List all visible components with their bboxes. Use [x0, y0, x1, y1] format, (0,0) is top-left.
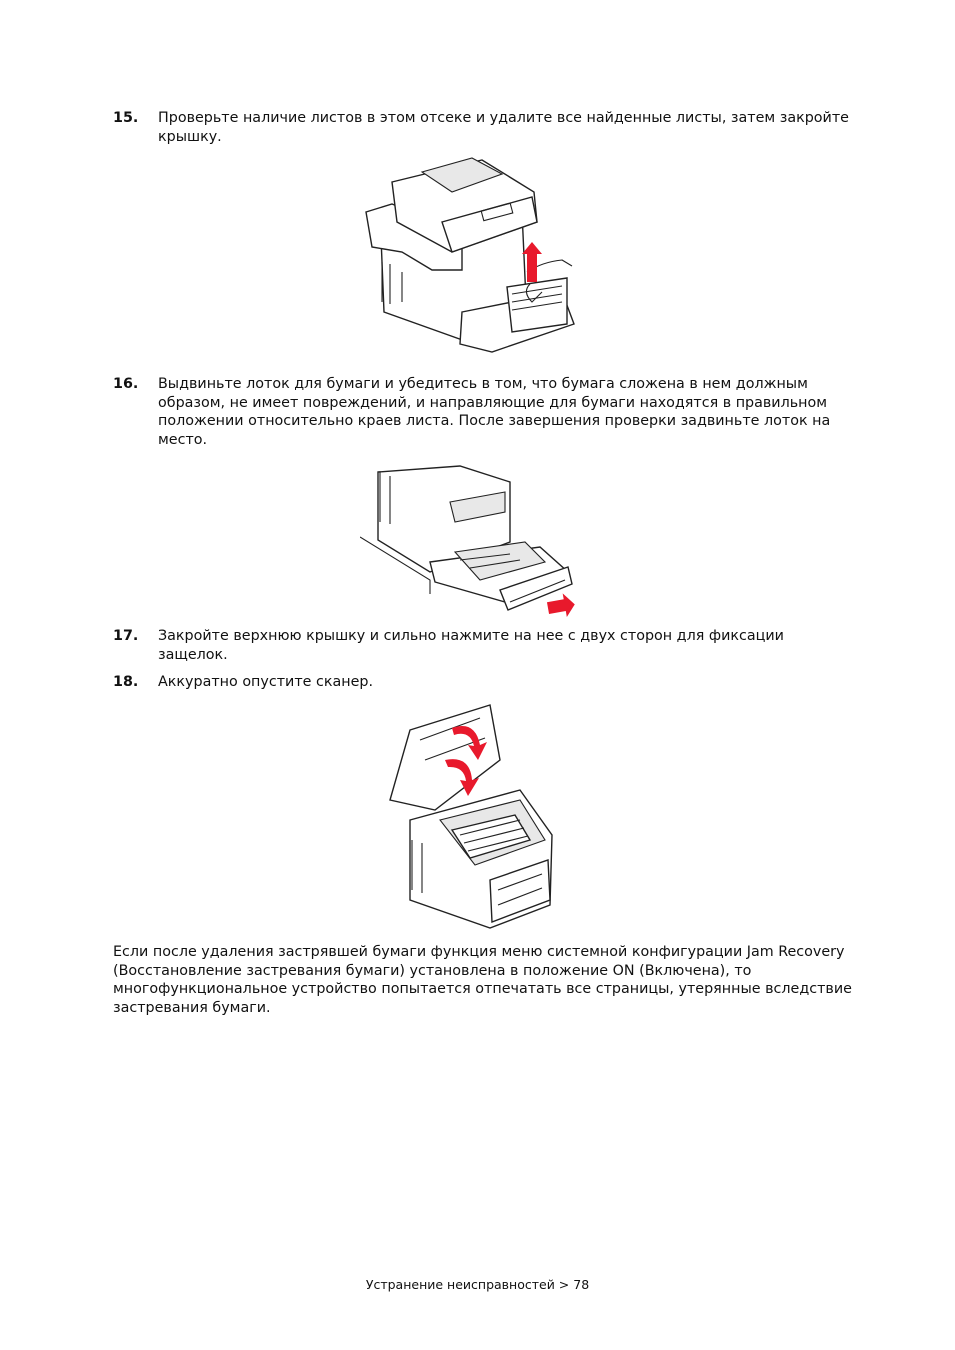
step-text: Проверьте наличие листов в этом отсеке и удалите все найденные листы, затем закройте крышку. — [158, 110, 849, 145]
step-15 — [113, 109, 853, 146]
step-text: Аккуратно опустите сканер. — [158, 674, 374, 690]
step-text: Выдвиньте лоток для бумаги и убедитесь в том, что бумага сложена в нем должным образом, не имеет повреждений, и направляющие для бумаги находятся в правильном положении относительно краев листа. После завершения проверки задвиньте лоток на место. — [158, 376, 831, 448]
step-number: 16. — [113, 376, 139, 392]
figure-lower-scanner — [380, 700, 560, 932]
step-number: 17. — [113, 628, 139, 644]
step-text: Закройте верхнюю крышку и сильно нажмите на нее с двух сторон для фиксации защелок. — [158, 628, 784, 663]
figure-paper-tray — [360, 462, 580, 617]
step-17 — [113, 627, 853, 664]
step-16 — [113, 375, 853, 449]
jam-recovery-note: Если после удаления застрявшей бумаги функция меню системной конфигурации Jam Recovery (Восстановление застревания бумаги) установлена в положение ON (Включена), то многофункциональное устройство попытается отпечатать все страницы, утерянные вследствие застревания бумаги. — [113, 944, 852, 1016]
step-18 — [113, 673, 853, 692]
page-footer: Устранение неисправностей > 78 — [365, 1277, 590, 1292]
step-number: 18. — [113, 674, 139, 690]
step-number: 15. — [113, 110, 139, 126]
figure-remove-paper-side-cover — [362, 152, 584, 362]
